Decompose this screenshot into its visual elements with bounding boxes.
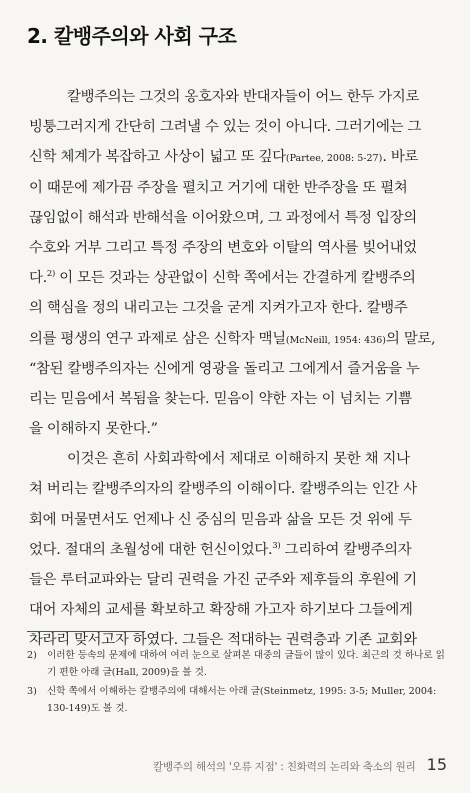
line-text: . 바로 xyxy=(382,149,419,166)
paragraph-line: 들은 루터교파와는 달리 권력을 가진 군주와 제후들의 후원에 기 xyxy=(29,572,417,588)
footnote-text: 신학 쪽에서 이해하는 칼뱅주의에 대해서는 아래 글(Steinmetz, 1995: 3-5; Muller, 2004: 130-149)도 볼 것. xyxy=(47,686,437,714)
paragraph-line: 빙퉁그러지게 간단히 그려낼 수 있는 것이 아니다. 그러기에는 그 xyxy=(29,119,422,136)
footnote-number: 2) xyxy=(27,650,37,661)
paragraph-line: 수호와 거부 그리고 특정 주장의 변호와 이탈의 역사를 빚어내었 xyxy=(29,239,417,256)
paragraph-line xyxy=(29,142,445,172)
paragraph-line: 의 핵심을 정의 내리고는 그것을 굳게 지켜가고자 한다. 칼뱅주 xyxy=(29,300,408,317)
paragraph-line: 칼뱅주의는 그것의 옹호자와 반대자들이 어느 한두 가지로 xyxy=(67,89,420,105)
footnote xyxy=(27,683,447,717)
line-text: 의 말로, xyxy=(385,330,436,347)
paragraph-line: 회에 머물면서도 언제나 신 중심의 믿음과 삶을 모든 것 위에 두 xyxy=(29,511,412,528)
page-number: 15 xyxy=(426,755,447,774)
section-heading: 2. 칼뱅주의와 사회 구조 xyxy=(27,24,237,48)
paragraph-line: 끊임없이 해석과 반해석을 이어왔으며, 그 과정에서 특정 입장의 xyxy=(29,209,417,226)
paragraph-line: 이것은 흔히 사회과학에서 제대로 이해하지 못한 채 지나 xyxy=(67,451,410,468)
line-text: 의를 평생의 연구 과제로 삼은 신학자 맥닐 xyxy=(29,330,286,347)
running-title: 칼뱅주의 해석의 '오류 지점' : 친화력의 논리와 축소의 원리 xyxy=(153,761,416,773)
paragraph-line: 쳐 버리는 칼뱅주의자의 칼뱅주의 이해이다. 칼뱅주의는 인간 사 xyxy=(29,481,417,498)
page-footer xyxy=(153,755,447,774)
footnotes xyxy=(27,647,447,719)
footnote-divider xyxy=(27,631,145,632)
footnote-ref: 2) xyxy=(46,269,56,280)
citation: (Partee, 2008: 5-27) xyxy=(285,153,383,165)
line-text: 었다. 절대의 초월성에 대한 헌신이었다. xyxy=(29,541,273,558)
footnote-ref: 3) xyxy=(272,541,281,552)
body-text xyxy=(29,82,445,656)
paragraph-line: 대어 자체의 교세를 확보하고 확장해 가고자 하기보다 그들에게 xyxy=(29,602,413,619)
footnote-text: 이러한 등속의 문제에 대하여 여러 눈으로 살펴본 대중의 글들이 많이 있다. 최근의 것 하나로 읽기 편한 아래 글(Hall, 2009)을 볼 것. xyxy=(47,650,445,678)
paragraph-line: 이 때문에 제가끔 주장을 펼치고 거기에 대한 반주장을 또 펼쳐 xyxy=(29,179,408,196)
quote-line: 을 이해하지 못한다.” xyxy=(29,421,158,438)
line-text: 이 모든 것과는 상관없이 신학 쪽에서는 간결하게 칼뱅주의 xyxy=(55,270,416,287)
citation: (McNeill, 1954: 436) xyxy=(285,334,386,346)
footnote xyxy=(27,647,447,681)
paragraph-line: 차라리 맞서고자 하였다. 그들은 적대하는 권력층과 기존 교회와 xyxy=(29,632,417,649)
line-text: 신학 체계가 복잡하고 사상이 넓고 또 깊다 xyxy=(29,149,286,166)
paragraph-line xyxy=(29,263,445,293)
quote-line: 리는 믿음에서 복됨을 찾는다. 믿음이 약한 자는 이 넘치는 기쁨 xyxy=(29,390,412,407)
paragraph-line xyxy=(29,324,445,354)
line-text: 그리하여 칼뱅주의자 xyxy=(280,541,412,558)
line-text: 다. xyxy=(29,270,47,287)
paragraph-line xyxy=(29,535,445,565)
footnote-number: 3) xyxy=(27,686,37,697)
quote-line: “참된 칼뱅주의자는 신에게 영광을 돌리고 그에게서 즐거움을 누 xyxy=(29,360,420,377)
